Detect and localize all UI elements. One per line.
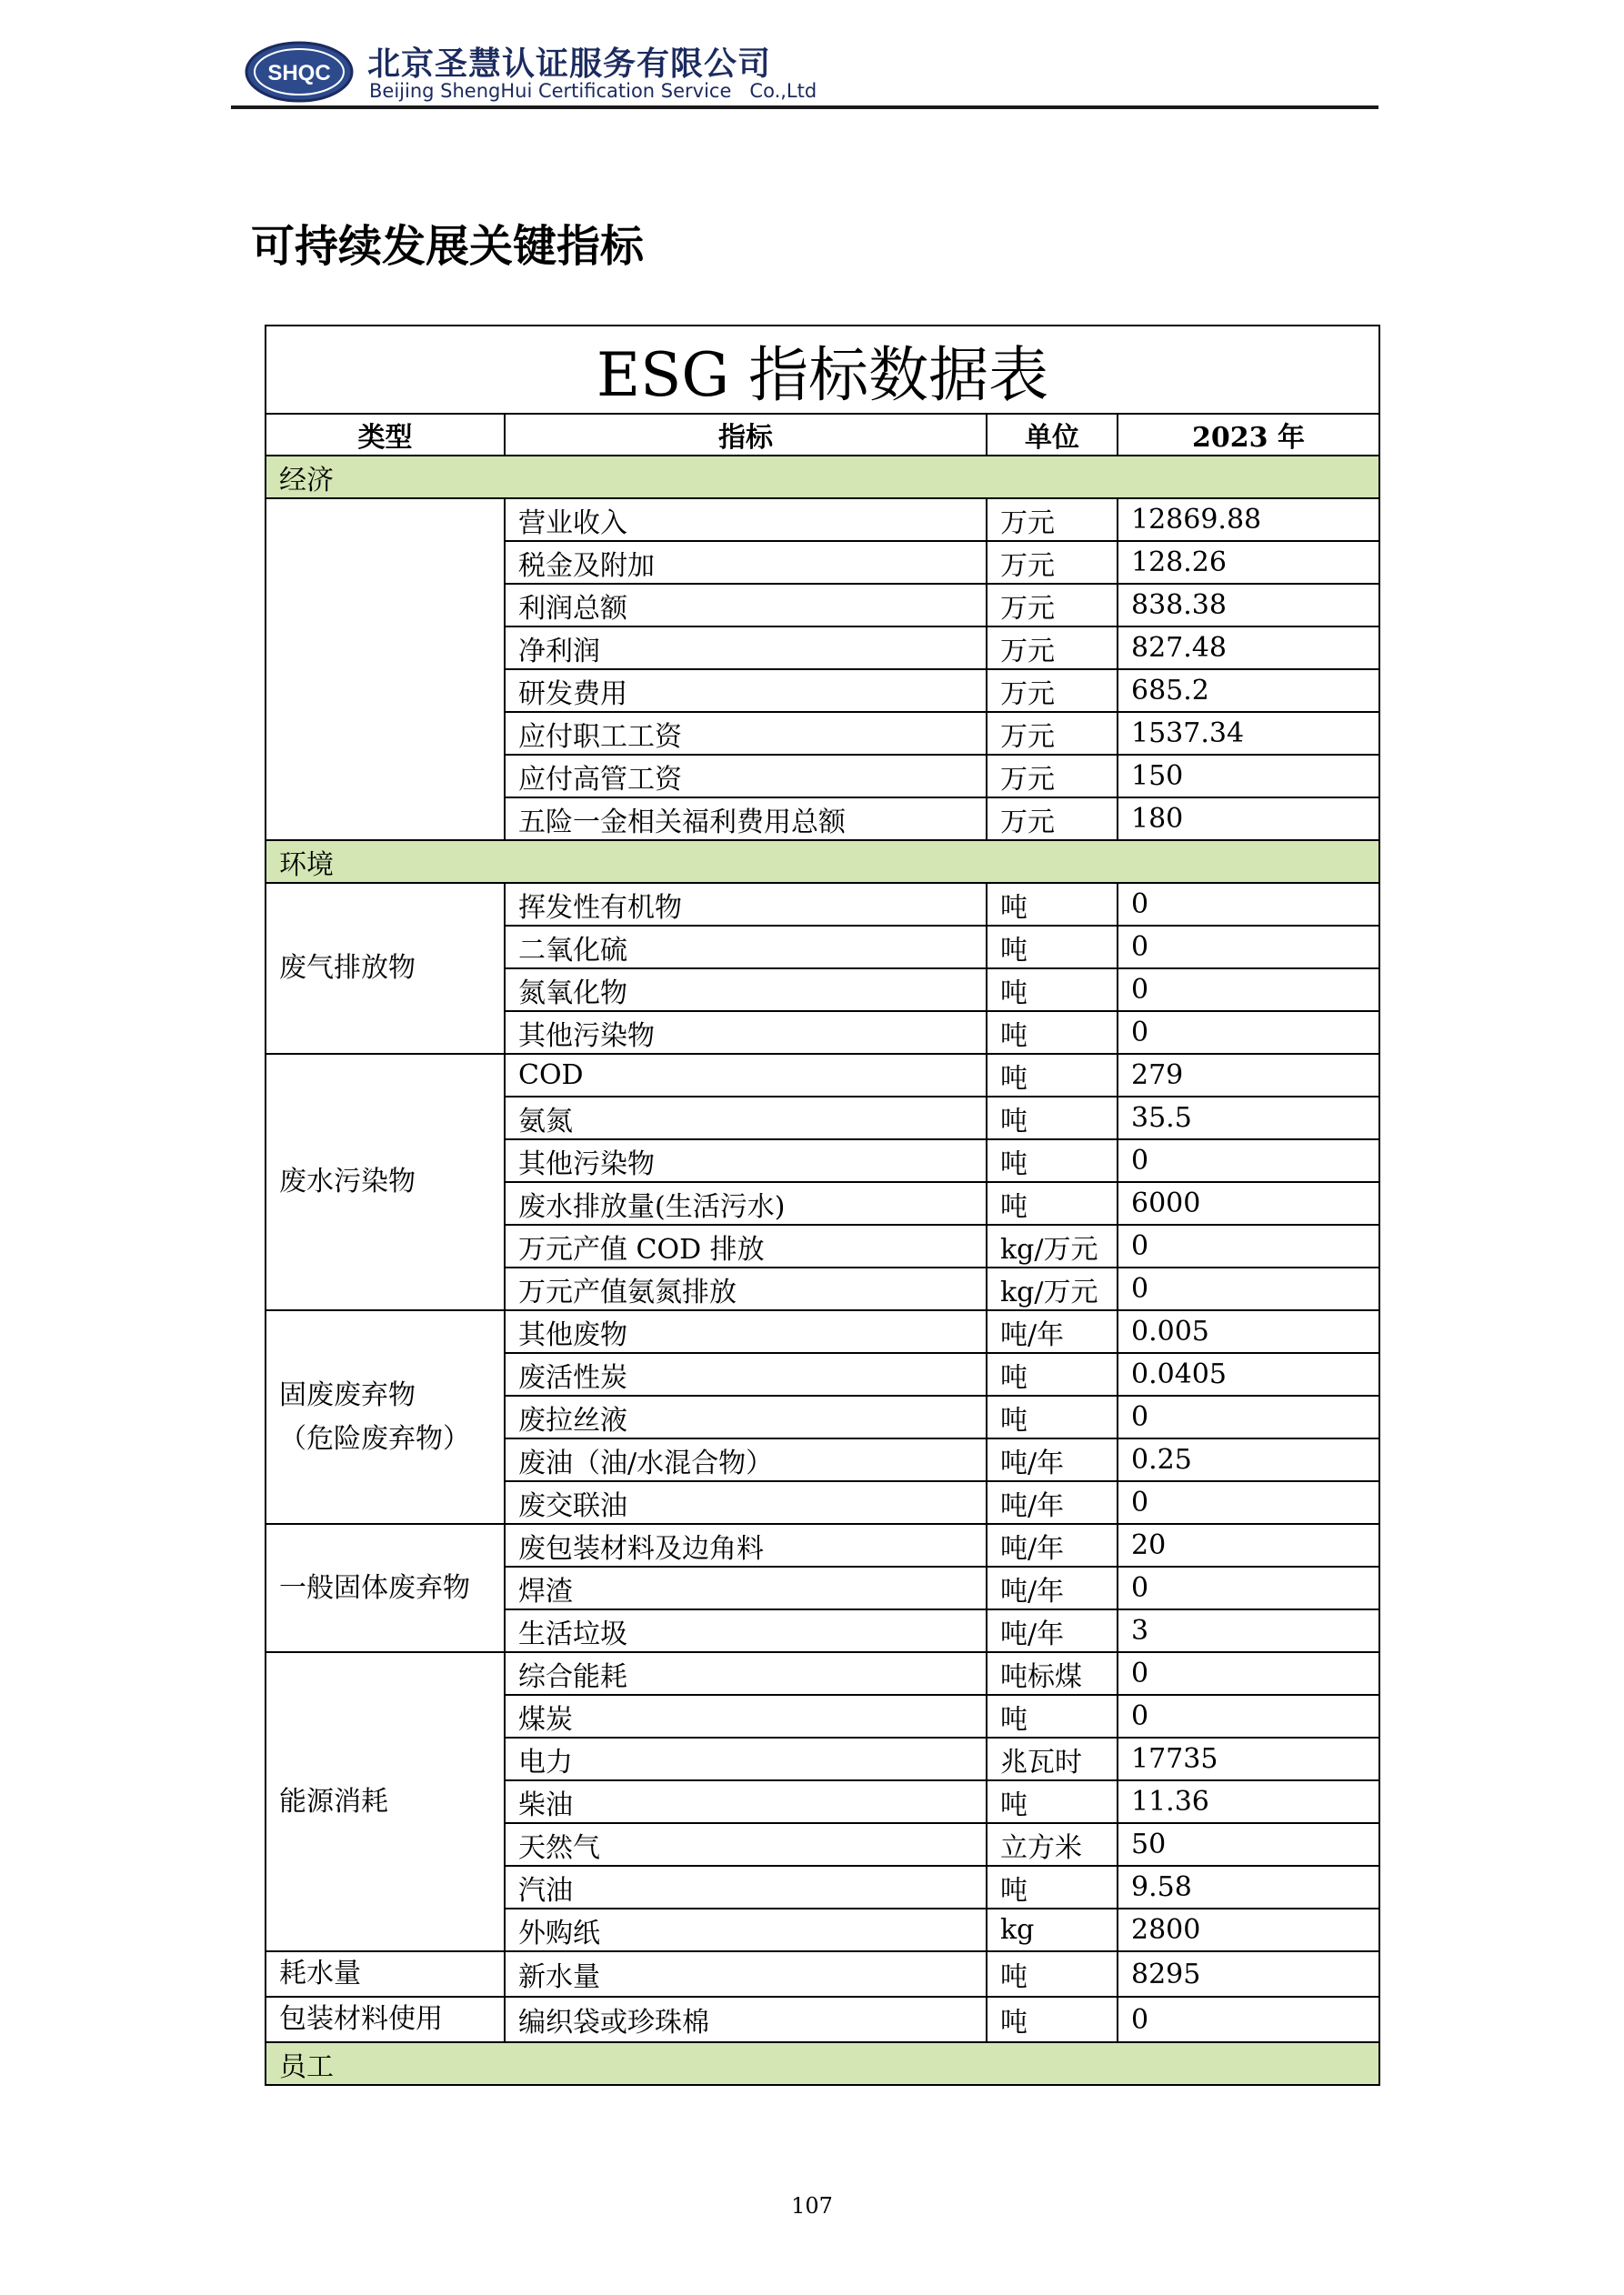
indicator-cell: COD xyxy=(505,1054,987,1097)
value-cell: 0 xyxy=(1118,1481,1379,1524)
value-cell: 8295 xyxy=(1118,1951,1379,1997)
unit-cell: 吨/年 xyxy=(987,1524,1118,1567)
unit-cell: 吨 xyxy=(987,1396,1118,1438)
unit-cell: 万元 xyxy=(987,797,1118,840)
category-cell: 废气排放物 xyxy=(266,883,505,1054)
table-title: ESG 指标数据表 xyxy=(266,326,1379,414)
unit-cell: 吨 xyxy=(987,1997,1118,2042)
unit-cell: 吨/年 xyxy=(987,1438,1118,1481)
indicator-cell: 综合能耗 xyxy=(505,1652,987,1695)
unit-cell: 吨 xyxy=(987,1139,1118,1182)
value-cell: 0 xyxy=(1118,1652,1379,1695)
page-header xyxy=(231,36,1378,111)
unit-cell: 立方米 xyxy=(987,1823,1118,1866)
indicator-cell: 挥发性有机物 xyxy=(505,883,987,926)
category-line-2: （危险废弃物） xyxy=(279,1422,470,1455)
indicator-cell: 万元产值氨氮排放 xyxy=(505,1268,987,1310)
category-cell: 一般固体废弃物 xyxy=(266,1524,505,1652)
indicator-cell: 外购纸 xyxy=(505,1909,987,1951)
indicator-cell: 其他污染物 xyxy=(505,1011,987,1054)
column-header-indicator: 指标 xyxy=(505,414,987,456)
unit-cell: 万元 xyxy=(987,584,1118,626)
table-row xyxy=(266,1997,1379,2042)
section-row-staff xyxy=(266,2042,1379,2085)
unit-cell: kg/万元 xyxy=(987,1225,1118,1268)
value-cell: 0 xyxy=(1118,1567,1379,1609)
value-cell: 17735 xyxy=(1118,1738,1379,1780)
indicator-cell: 净利润 xyxy=(505,626,987,669)
table-row xyxy=(266,1652,1379,1695)
unit-cell: 万元 xyxy=(987,541,1118,584)
unit-cell: 万元 xyxy=(987,712,1118,755)
value-cell: 0 xyxy=(1118,1396,1379,1438)
unit-cell: kg/万元 xyxy=(987,1268,1118,1310)
indicator-cell: 生活垃圾 xyxy=(505,1609,987,1652)
section-row-environment xyxy=(266,840,1379,883)
unit-cell: 吨 xyxy=(987,1951,1118,1997)
category-cell xyxy=(266,1310,505,1524)
indicator-cell: 利润总额 xyxy=(505,584,987,626)
table-row xyxy=(266,883,1379,926)
unit-cell: 吨 xyxy=(987,1097,1118,1139)
value-cell: 35.5 xyxy=(1118,1097,1379,1139)
unit-cell: 兆瓦时 xyxy=(987,1738,1118,1780)
unit-cell: kg xyxy=(987,1909,1118,1951)
unit-cell: 吨 xyxy=(987,883,1118,926)
value-cell: 1537.34 xyxy=(1118,712,1379,755)
category-cell: 能源消耗 xyxy=(266,1652,505,1951)
value-cell: 279 xyxy=(1118,1054,1379,1097)
unit-cell: 万元 xyxy=(987,669,1118,712)
indicator-cell: 五险一金相关福利费用总额 xyxy=(505,797,987,840)
value-cell: 11.36 xyxy=(1118,1780,1379,1823)
value-cell: 827.48 xyxy=(1118,626,1379,669)
unit-cell: 吨/年 xyxy=(987,1609,1118,1652)
column-header-type: 类型 xyxy=(266,414,505,456)
indicator-cell: 柴油 xyxy=(505,1780,987,1823)
table-row xyxy=(266,498,1379,541)
unit-cell: 吨 xyxy=(987,968,1118,1011)
unit-cell: 吨 xyxy=(987,926,1118,968)
unit-cell: 吨标煤 xyxy=(987,1652,1118,1695)
unit-cell: 吨/年 xyxy=(987,1481,1118,1524)
indicator-cell: 电力 xyxy=(505,1738,987,1780)
indicator-cell: 其他污染物 xyxy=(505,1139,987,1182)
value-cell: 20 xyxy=(1118,1524,1379,1567)
indicator-cell: 新水量 xyxy=(505,1951,987,1997)
value-cell: 128.26 xyxy=(1118,541,1379,584)
table-row xyxy=(266,1524,1379,1567)
value-cell: 2800 xyxy=(1118,1909,1379,1951)
value-cell: 0 xyxy=(1118,1011,1379,1054)
value-cell: 0 xyxy=(1118,1268,1379,1310)
section-row-economy xyxy=(266,456,1379,498)
indicator-cell: 汽油 xyxy=(505,1866,987,1909)
indicator-cell: 废活性炭 xyxy=(505,1353,987,1396)
category-cell: 包装材料使用 xyxy=(266,1997,505,2042)
indicator-cell: 税金及附加 xyxy=(505,541,987,584)
unit-cell: 吨 xyxy=(987,1054,1118,1097)
indicator-cell: 废水排放量(生活污水) xyxy=(505,1182,987,1225)
unit-cell: 万元 xyxy=(987,626,1118,669)
unit-cell: 吨/年 xyxy=(987,1567,1118,1609)
page-title: 可持续发展关键指标 xyxy=(251,221,645,272)
table-title-row xyxy=(266,326,1379,414)
value-cell: 0 xyxy=(1118,1997,1379,2042)
value-cell: 0 xyxy=(1118,1695,1379,1738)
unit-cell: 吨 xyxy=(987,1866,1118,1909)
indicator-cell: 氨氮 xyxy=(505,1097,987,1139)
value-cell: 0 xyxy=(1118,968,1379,1011)
indicator-cell: 其他废物 xyxy=(505,1310,987,1353)
unit-cell: 吨 xyxy=(987,1353,1118,1396)
shqc-logo-icon xyxy=(244,40,355,104)
indicator-cell: 应付职工工资 xyxy=(505,712,987,755)
value-cell: 50 xyxy=(1118,1823,1379,1866)
category-cell: 废水污染物 xyxy=(266,1054,505,1310)
indicator-cell: 废包装材料及边角料 xyxy=(505,1524,987,1567)
value-cell: 0 xyxy=(1118,1225,1379,1268)
table-row xyxy=(266,1310,1379,1353)
indicator-cell: 万元产值 COD 排放 xyxy=(505,1225,987,1268)
header-divider xyxy=(231,105,1378,109)
section-label: 经济 xyxy=(266,456,1379,498)
value-cell: 150 xyxy=(1118,755,1379,797)
unit-cell: 吨/年 xyxy=(987,1310,1118,1353)
logo-text: SHQC xyxy=(267,61,331,85)
value-cell: 9.58 xyxy=(1118,1866,1379,1909)
unit-cell: 吨 xyxy=(987,1011,1118,1054)
value-cell: 838.38 xyxy=(1118,584,1379,626)
unit-cell: 万元 xyxy=(987,755,1118,797)
value-cell: 3 xyxy=(1118,1609,1379,1652)
section-label: 员工 xyxy=(266,2042,1379,2085)
company-name-en: Beijing ShengHui Certification Service Co.,Ltd xyxy=(369,80,817,102)
unit-cell: 吨 xyxy=(987,1695,1118,1738)
indicator-cell: 废油（油/水混合物） xyxy=(505,1438,987,1481)
column-header-unit: 单位 xyxy=(987,414,1118,456)
category-line-1: 固废废弃物 xyxy=(279,1378,416,1411)
unit-cell: 万元 xyxy=(987,498,1118,541)
esg-data-table xyxy=(265,325,1380,2086)
category-cell xyxy=(266,498,505,840)
column-header-year: 2023 年 xyxy=(1118,414,1379,456)
unit-cell: 吨 xyxy=(987,1780,1118,1823)
value-cell: 0 xyxy=(1118,883,1379,926)
table-row xyxy=(266,1951,1379,1997)
indicator-cell: 氮氧化物 xyxy=(505,968,987,1011)
company-name-cn: 北京圣慧认证服务有限公司 xyxy=(367,45,772,83)
value-cell: 12869.88 xyxy=(1118,498,1379,541)
value-cell: 180 xyxy=(1118,797,1379,840)
value-cell: 6000 xyxy=(1118,1182,1379,1225)
value-cell: 0.25 xyxy=(1118,1438,1379,1481)
indicator-cell: 营业收入 xyxy=(505,498,987,541)
value-cell: 0.005 xyxy=(1118,1310,1379,1353)
value-cell: 0 xyxy=(1118,926,1379,968)
category-cell: 耗水量 xyxy=(266,1951,505,1997)
table-row xyxy=(266,1054,1379,1097)
indicator-cell: 编织袋或珍珠棉 xyxy=(505,1997,987,2042)
value-cell: 685.2 xyxy=(1118,669,1379,712)
indicator-cell: 天然气 xyxy=(505,1823,987,1866)
indicator-cell: 研发费用 xyxy=(505,669,987,712)
page-number: 107 xyxy=(791,2193,833,2219)
indicator-cell: 煤炭 xyxy=(505,1695,987,1738)
unit-cell: 吨 xyxy=(987,1182,1118,1225)
indicator-cell: 应付高管工资 xyxy=(505,755,987,797)
indicator-cell: 焊渣 xyxy=(505,1567,987,1609)
table-header-row xyxy=(266,414,1379,456)
indicator-cell: 废交联油 xyxy=(505,1481,987,1524)
value-cell: 0.0405 xyxy=(1118,1353,1379,1396)
section-label: 环境 xyxy=(266,840,1379,883)
value-cell: 0 xyxy=(1118,1139,1379,1182)
indicator-cell: 废拉丝液 xyxy=(505,1396,987,1438)
indicator-cell: 二氧化硫 xyxy=(505,926,987,968)
